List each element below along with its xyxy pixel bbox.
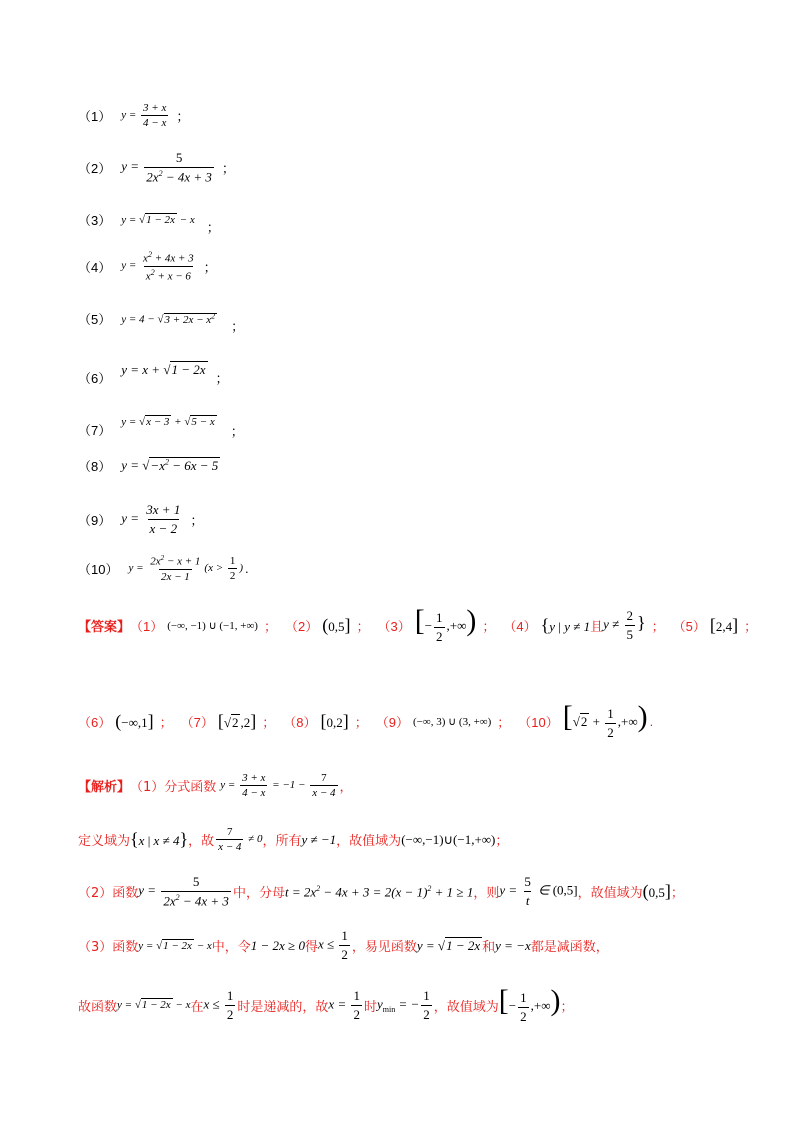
formula: y = $\frac{2x^2 - x + 1}{2x - 1}$ (x > $\frac{1}{2}$ ): [128, 554, 244, 583]
problem-label: （10）: [78, 561, 119, 577]
analysis-line-1: 【解析】 （1）分式函数 y = $\frac{3 + x}{4 - x}$ = −1 − $\frac{7}{x - 4}$ ，: [78, 772, 353, 799]
formula: y = $\frac{5}{2x^2 - 4x + 3}$: [121, 150, 212, 185]
answer-10: [√2 + $\frac{1}{2}$ ,+∞): [562, 700, 648, 740]
answer-2: (0,5]: [322, 614, 351, 635]
problem-label: （8）: [78, 459, 112, 474]
problem-9: （9） y = $\frac{3x + 1}{x - 2}$ ；: [78, 502, 204, 536]
answer-7: [√2 ,2]: [217, 710, 257, 731]
answer-heading: 【答案】: [78, 619, 131, 635]
problem-5: （5） $y = 4 - √3 + 2x - x^2$ ；: [78, 302, 244, 335]
problem-label: （2）: [78, 161, 112, 177]
formula: y = $\frac{x^2 + 4x + 3}{x^2 + x - 6}$: [121, 250, 194, 283]
formula: $y = 4 - √3 + 2x - x^2$: [121, 311, 216, 326]
problem-label: （4）: [78, 259, 112, 275]
answer-3: [− $\frac{1}{2}$ ,+∞): [414, 604, 477, 644]
answer-1: (−∞, −1) ∪ (−1, +∞): [167, 619, 258, 632]
formula: y = $\frac{3 + x}{4 - x}$: [121, 102, 167, 129]
answer-line-1: 【答案】 （1） (−∞, −1) ∪ (−1, +∞) ； （2） (0,5] ； （3） [− $\frac{1}{2}$ ,+∞) ； （4） {y | y ≠ 1 且 y ≠ $\frac{2}{5}$ } ； （5） [2,4] ；: [78, 604, 758, 644]
analysis-line-2: 定义域为 {x | x ≠ 4} ，故 $\frac{7}{x - 4}$ ≠ 0 ，所有 y ≠ −1 ，故值域为 (−∞,−1)∪(−1,+∞) ；: [78, 826, 509, 853]
analysis-line-3: （2）函数 y = $\frac{5}{2x^2 - 4x + 3}$ 中，分母 $t = 2x^2 - 4x + 3 = 2(x - 1)^2 + 1 \ge 1$ ，则 y = $\frac{5}{t}$ ∈ (0,5] ，故值域为 (0,5] ；: [78, 874, 684, 909]
analysis-line-4: （3）函数 y = √1 − 2x − x 中，令 1 − 2x ≥ 0 得 x ≤ $\frac{1}{2}$ ，易见函数 y = √1 − 2x 和 y = −x 都是减函数，: [78, 928, 609, 962]
formula: y = x + √1 − 2x: [121, 361, 206, 377]
problem-label: （6）: [78, 371, 112, 386]
problem-1: （1） y = $\frac{3 + x}{4 - x}$ ；: [78, 102, 190, 129]
answer-4: {y | y ≠ 1: [540, 614, 591, 635]
problem-10: （10） y = $\frac{2x^2 - x + 1}{2x - 1}$ (x > $\frac{1}{2}$ ) .: [78, 554, 249, 583]
answer-9: (−∞, 3) ∪ (3, +∞): [412, 715, 492, 728]
analysis-heading: 【解析】: [78, 780, 131, 795]
formula: y = √1 − 2x − x: [121, 213, 195, 226]
problem-8: [78, 456, 226, 475]
problem-label: （5）: [78, 312, 112, 327]
analysis-line-5: 故函数 y = √1 − 2x − x 在 x ≤ $\frac{1}{2}$ 时是递减的，故 x = $\frac{1}{2}$ 时 $y_{min}$ = − $\frac{1}{2}$ ，故值域为 [− $\frac{1}{2}$ ,+∞) ；: [78, 984, 574, 1024]
problem-4: （4） y = $\frac{x^2 + 4x + 3}{x^2 + x - 6}$ ；: [78, 250, 217, 283]
answer-8: [0,2]: [320, 710, 349, 731]
problem-7: （7） y = √x − 3 + √5 − x ；: [78, 415, 244, 439]
problem-label: （3）: [78, 213, 112, 228]
formula: y = $\frac{3x + 1}{x - 2}$: [121, 502, 181, 536]
answer-5: [2,4]: [709, 614, 739, 635]
problem-3: （3） y = √1 − 2x − x ；: [78, 203, 220, 236]
problem-2: （2） y = $\frac{5}{2x^2 - 4x + 3}$ ；: [78, 150, 235, 185]
answer-6: (−∞,1]: [115, 710, 154, 731]
problem-label: （9）: [78, 513, 112, 528]
problem-label: （7）: [78, 423, 112, 438]
answer-line-2: （6） (−∞,1] ； （7） [√2 ,2] ； （8） [0,2] ； （9） (−∞, 3) ∪ (3, +∞) ； （10） [√2 + $\frac{1}{2}$ ,+∞) .: [78, 700, 654, 740]
problem-6: （6） y = x + √1 − 2x ；: [78, 361, 229, 386]
formula: y = √x − 3 + √5 − x: [121, 415, 215, 428]
formula: $y = √-x^2 - 6x - 5$: [121, 457, 219, 473]
problem-label: （1）: [78, 109, 112, 124]
